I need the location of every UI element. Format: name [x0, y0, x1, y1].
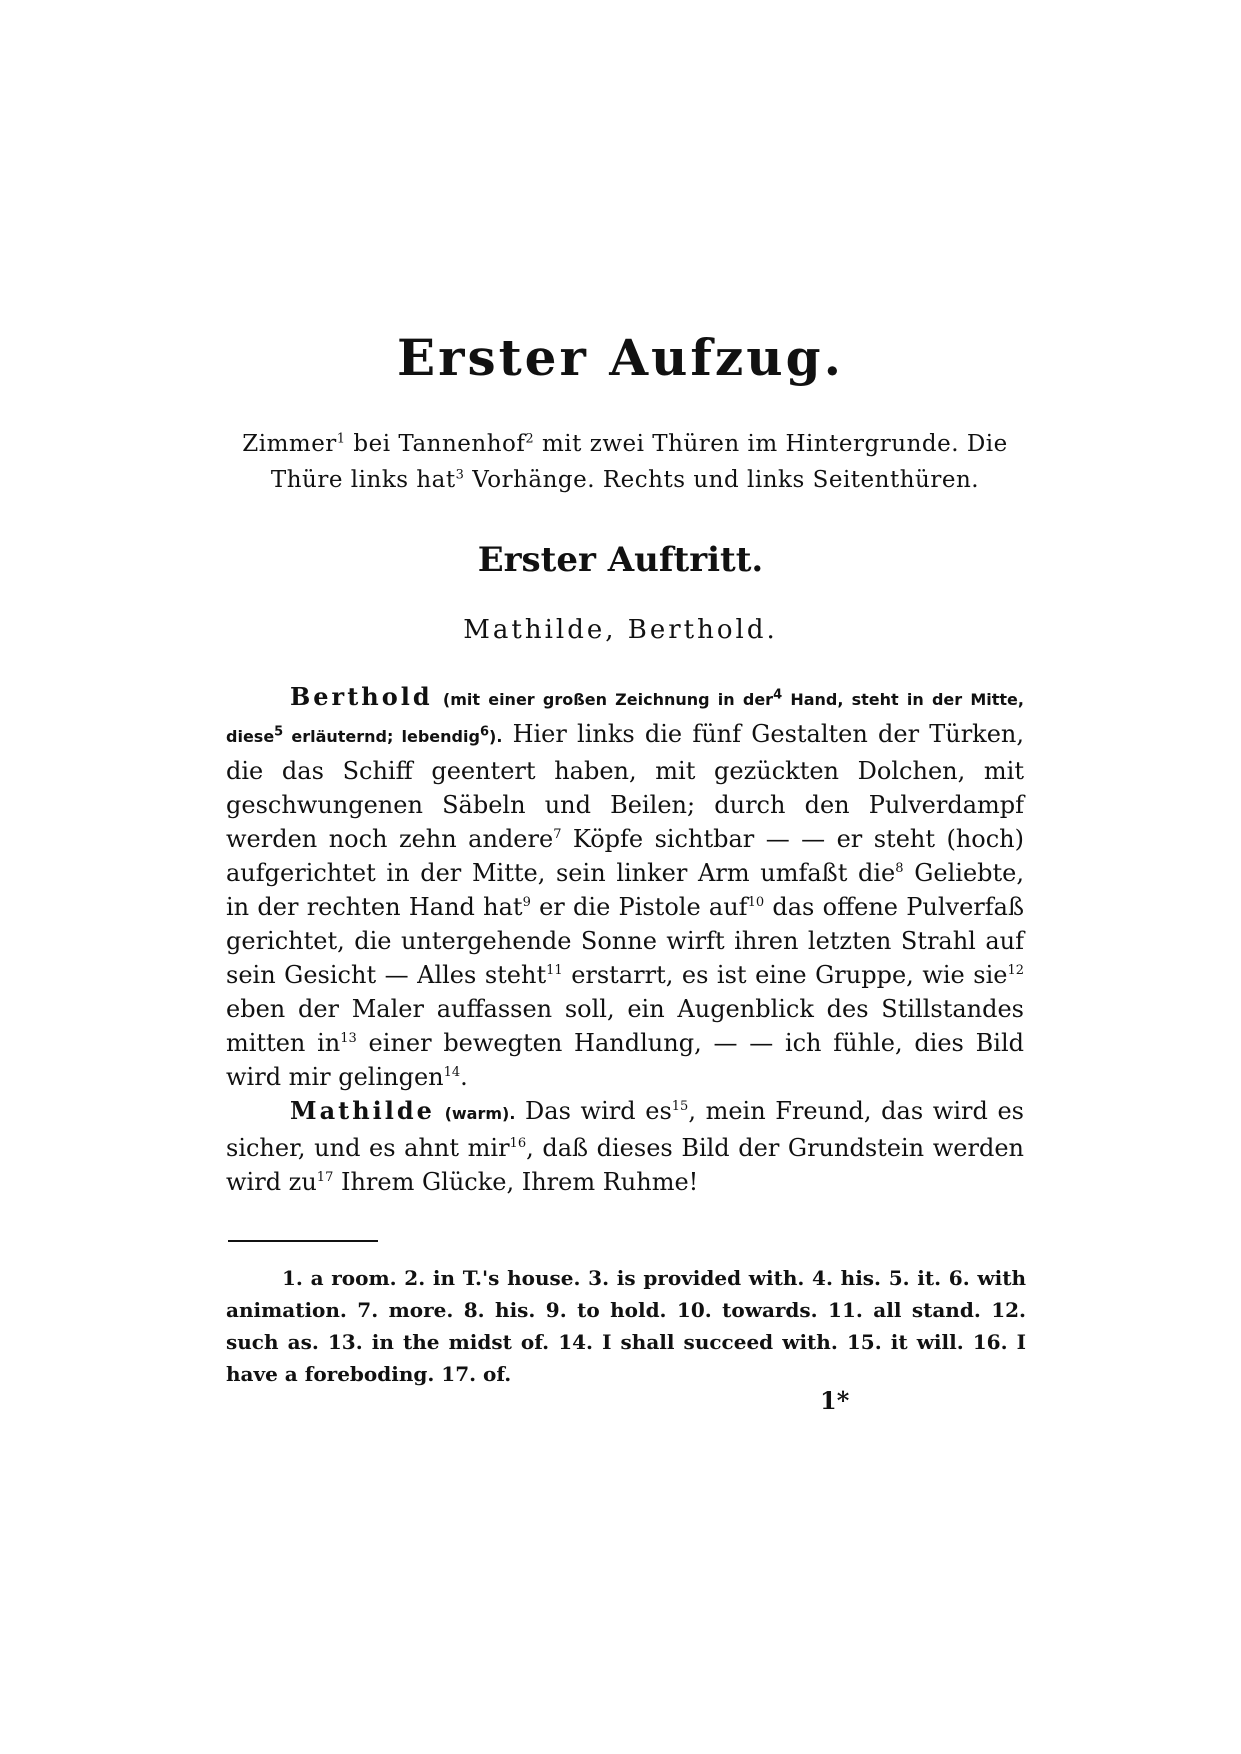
footnote-ref: 2 — [525, 431, 535, 447]
speech-text: Köpfe sichtbar — — er steht (hoch) aufgerichtet in der Mitte, sein linker Arm umfaßt die — [226, 825, 1024, 887]
footnote-ref: 1 — [336, 431, 346, 447]
character-list: Mathilde, Berthold. — [463, 615, 778, 645]
speaker-name: Berthold — [290, 682, 433, 711]
stage-direction-text: Zimmer — [242, 431, 337, 457]
footnote-ref: 11 — [546, 963, 563, 978]
speech-berthold — [226, 680, 1024, 1094]
footnote-ref: 16 — [509, 1136, 527, 1151]
footnote-text: 1. a room. 2. in T.'s house. 3. is provided with. 4. his. 5. it. 6. with animation. 7. more. 8. his. 9. to hold. 10. towards. 11. all stand. 12. such as. 13. in the midst of. 14. I shall succeed with. 15. it will. 16. I have a foreboding. 17. of. — [226, 1266, 1026, 1386]
speech-text: , daß dieses Bild der Grundstein werden wird zu — [226, 1134, 1024, 1196]
footnote-ref: 7 — [553, 827, 562, 842]
footnote-ref: 8 — [895, 861, 904, 876]
speech-text: erstarrt, es ist eine Gruppe, wie sie — [562, 961, 1008, 989]
speech-text: Hier links die fünf Gestalten der Türken, die das Schiff geentert haben, mit gezückten Dolchen, mit geschwungenen Säbeln und Beilen; durch den Pulverdampf werden noch zehn andere — [226, 720, 1024, 853]
footnote-ref: 3 — [455, 467, 465, 483]
footnote-ref: 14 — [443, 1065, 461, 1080]
speech-text: das offene Pulverfaß gerichtet, die untergehende Sonne wirft ihren letzten Strahl auf sein Gesicht — Alles steht — [226, 893, 1024, 989]
speech-text: einer bewegten Handlung, — — ich fühle, dies Bild wird mir gelingen — [226, 1029, 1024, 1091]
stage-note-text: erläuternd; lebendig — [283, 727, 480, 746]
footnote-ref: 6 — [479, 724, 489, 740]
speech-text: eben der Maler auffassen soll, ein Augenblick des Stillstandes mitten in — [226, 995, 1024, 1057]
scene-title: Erster Auftritt. — [477, 540, 764, 580]
speech-text: Geliebte, in der rechten Hand hat — [226, 859, 1024, 921]
footnote-ref: 13 — [340, 1031, 357, 1046]
stage-note-text: Hand, steht in der Mitte, diese — [226, 690, 1024, 746]
speaker-name: Mathilde — [290, 1096, 435, 1125]
signature-mark: 1* — [820, 1386, 850, 1415]
stage-note-text: ). — [489, 727, 503, 746]
speech-text: er die Pistole auf — [530, 893, 748, 921]
stage-direction-text: mit zwei Thüren im Hintergrunde. Die Thüre links hat — [270, 431, 1008, 493]
act-title: Erster Aufzug. — [396, 328, 845, 387]
footnote-divider — [228, 1240, 378, 1242]
stage-note: (warm). — [444, 1104, 516, 1123]
stage-direction-text: Vorhänge. Rechts und links Seitenthüren. — [464, 467, 980, 493]
footnote-ref: 5 — [274, 724, 284, 740]
speech-mathilde — [226, 1094, 1024, 1199]
footnote-ref: 12 — [1007, 963, 1025, 978]
stage-note-text: (mit einer großen Zeichnung in der — [442, 690, 774, 709]
stage-direction — [226, 426, 1024, 498]
footnote-ref: 10 — [747, 895, 765, 910]
footnotes — [226, 1262, 1026, 1390]
speech-text: Ihrem Glücke, Ihrem Ruhme! — [333, 1168, 699, 1196]
footnote-ref: 17 — [316, 1170, 334, 1185]
stage-direction-text: bei Tannenhof — [345, 431, 526, 457]
dialogue — [226, 680, 1024, 1199]
speech-text: , mein Freund, das wird es sicher, und es ahnt mir — [226, 1097, 1024, 1162]
footnote-ref: 15 — [671, 1099, 689, 1114]
footnote-ref: 4 — [773, 687, 783, 703]
speech-text: Das wird es — [515, 1097, 672, 1125]
speech-text: . — [460, 1063, 468, 1091]
footnote-ref: 9 — [522, 895, 531, 910]
